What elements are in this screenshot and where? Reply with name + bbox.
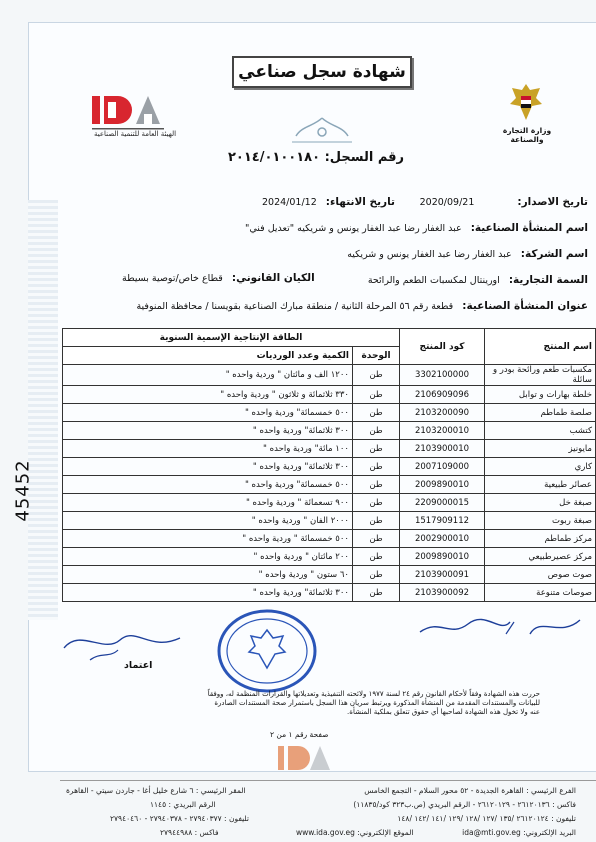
ida-logo <box>86 92 170 132</box>
product-code-cell: 2103200010 <box>400 422 485 440</box>
unit-cell: طن <box>353 530 400 548</box>
unit-cell: طن <box>353 440 400 458</box>
footer-email: البريد الإلكتروني: ida@mti.gov.eg <box>462 828 576 837</box>
product-code-cell: 2007109000 <box>400 458 485 476</box>
products-table <box>62 328 596 602</box>
unit-cell: طن <box>353 404 400 422</box>
facility-name: اسم المنشأة الصناعية: عبد الغفار رضا عبد الغفار يونس و شريكيه "تعديل فني" <box>245 222 588 234</box>
note-line: للبيانات والمستندات المقدمة من المنشأة المذكورة ويرتبط سريان هذا السجل باستمرار صحة المستندات الصادرة <box>214 699 540 707</box>
unit-cell: طن <box>353 365 400 386</box>
quantity-cell: ٦٠ ستون " وردية واحده " <box>63 566 353 584</box>
product-name-cell: صوت صوص <box>485 566 596 584</box>
footer-branch-phone: تليفون : ٢٦١٢٠١٢٤ /١٣٥ /١٢٧ /١٢٨ /١٢٩ /١٤١ /١٤٢ /١٤٨ <box>397 814 576 823</box>
table-row <box>63 512 596 530</box>
eagle-emblem-icon <box>504 80 548 124</box>
certificate-title: شهادة سجل صناعي <box>232 56 412 88</box>
quantity-cell: ٥٠٠ خمسمائة" وردية واحده " <box>63 476 353 494</box>
footer-ida-logo <box>276 744 332 774</box>
approval-label: اعتماد <box>124 660 153 671</box>
registration-number: رقم السجل: ٢٠١٤/٠١٠٠١٨٠ <box>228 150 405 165</box>
quantity-cell: ٢٠٠ مائتان " وردية واحده " <box>63 548 353 566</box>
footer-divider <box>60 780 596 781</box>
unit-cell: طن <box>353 476 400 494</box>
footer-hq-postal: الرقم البريدي : ١١٤٥ <box>150 800 216 809</box>
table-row <box>63 530 596 548</box>
product-name-cell: عصائر طبيعية <box>485 476 596 494</box>
footer-hq-address: المقر الرئيسي : ٦ شارع خليل أغا - جاردن سيتي - القاهرة <box>66 786 246 795</box>
product-code-cell: 3302100000 <box>400 365 485 386</box>
product-code-cell: 2009890010 <box>400 476 485 494</box>
col-product-name: اسم المنتج <box>485 329 596 365</box>
product-code-cell: 2103900092 <box>400 584 485 602</box>
table-row <box>63 365 596 386</box>
product-code-cell: 1517909112 <box>400 512 485 530</box>
product-name-cell: مكسبات طعم ورائحة بودر و سائلة <box>485 365 596 386</box>
table-row <box>63 584 596 602</box>
footer-hq-phone: تليفون : ٢٧٩٤٠٣٧٧ - ٢٧٩٤٠٣٧٨ - ٢٧٩٤٠٤٦٠ <box>110 814 249 823</box>
note-line: حررت هذه الشهادة وفقاً لأحكام القانون رقم ٢٤ لسنة ١٩٧٧ ولائحته التنفيذية وتعديلاتها والقرارات المنظمة له، ووفقاً <box>207 690 540 698</box>
table-row <box>63 386 596 404</box>
quantity-cell: ٥٠٠ خمسمائة" وردية واحده " <box>63 404 353 422</box>
ministry-name: وزارة التجارة والصناعة <box>502 126 552 144</box>
facility-address: عنوان المنشأة الصناعية: قطعة رقم ٥٦ المرحلة الثانية / منطقة مبارك الصناعية بقويسنا / محافظة المنوفية <box>136 300 588 312</box>
product-name-cell: كتشب <box>485 422 596 440</box>
unit-cell: طن <box>353 548 400 566</box>
unit-cell: طن <box>353 584 400 602</box>
capacity-header: الطاقة الإنتاجية الإسمية السنوية <box>63 329 400 347</box>
product-code-cell: 2103200090 <box>400 404 485 422</box>
product-name-cell: صلصة طماطم <box>485 404 596 422</box>
quantity-cell: ٢٠٠٠ الفان " وردية واحده " <box>63 512 353 530</box>
quantity-cell: ٣٠٠ ثلاثمائة" وردية واحده " <box>63 584 353 602</box>
product-name-cell: صبغة خل <box>485 494 596 512</box>
col-quantity: الكمية وعدد الورديات <box>63 347 353 365</box>
page-number: صفحة رقم ١ من ٢ <box>270 730 329 739</box>
serial-number: 45452 <box>12 459 34 522</box>
unit-cell: طن <box>353 422 400 440</box>
signature-left <box>60 624 200 664</box>
trade-name: السمة التجارية: اورينتال لمكسبات الطعم والرائحة <box>367 274 588 286</box>
footer-branch-address: الفرع الرئيسي : القاهرة الجديدة - ٥٢ محور السلام - التجمع الخامس <box>364 786 576 795</box>
product-name-cell: كاري <box>485 458 596 476</box>
table-row <box>63 422 596 440</box>
product-code-cell: 2209000015 <box>400 494 485 512</box>
quantity-cell: ١٢٠٠ الف و مائتان " وردية واحده " <box>63 365 353 386</box>
security-border <box>28 200 58 620</box>
table-row <box>63 494 596 512</box>
product-code-cell: 2106909096 <box>400 386 485 404</box>
note-line: عنه ولا تخول هذه الشهادة لصاحبها أي حقوق تتعلق بملكية المنشأة. <box>347 708 540 716</box>
product-code-cell: 2103900091 <box>400 566 485 584</box>
issue-date: تاريخ الاصدار: 2020/09/21 <box>419 196 588 208</box>
quantity-cell: ٣٠٠ ثلاثمائة" وردية واحده " <box>63 458 353 476</box>
quantity-cell: ٣٠٠ ثلاثمائة" وردية واحده " <box>63 422 353 440</box>
ida-caption: الهيئة العامة للتنمية الصناعية <box>94 130 177 138</box>
table-row <box>63 566 596 584</box>
product-name-cell: مايونيز <box>485 440 596 458</box>
quantity-cell: ٥٠٠ خمسمائة " وردية واحده " <box>63 530 353 548</box>
product-name-cell: مركز طماطم <box>485 530 596 548</box>
legal-entity: الكيان القانوني: قطاع خاص/توصية بسيطة <box>122 272 315 284</box>
signature-right <box>410 612 590 642</box>
product-code-cell: 2002900010 <box>400 530 485 548</box>
table-row <box>63 458 596 476</box>
quantity-cell: ٩٠٠ تسعمائة " وردية واحده " <box>63 494 353 512</box>
product-name-cell: صوصات متنوعة <box>485 584 596 602</box>
expiry-date: تاريخ الانتهاء: 2024/01/12 <box>262 196 395 208</box>
table-row <box>63 476 596 494</box>
footer-website: الموقع الإلكتروني: www.ida.gov.eg <box>296 828 414 837</box>
footer-hq-fax: فاكس : ٢٧٩٤٤٩٨٨ <box>160 828 219 837</box>
product-code-cell: 2009890010 <box>400 548 485 566</box>
ornament-icon <box>292 114 352 144</box>
quantity-cell: ١٠٠ مائة" وردية واحده " <box>63 440 353 458</box>
product-name-cell: خلطة بهارات و توابل <box>485 386 596 404</box>
unit-cell: طن <box>353 566 400 584</box>
official-stamp <box>206 608 328 694</box>
unit-cell: طن <box>353 494 400 512</box>
col-unit: الوحدة <box>353 347 400 365</box>
unit-cell: طن <box>353 512 400 530</box>
table-row <box>63 404 596 422</box>
table-row <box>63 548 596 566</box>
product-code-cell: 2103900010 <box>400 440 485 458</box>
unit-cell: طن <box>353 386 400 404</box>
footer-branch-fax: فاكس : ٢٦١٢٠١٣٦ - ٢٦١٢٠١٢٩ - الرقم البريدي (ص.ب٣٢٣ كود/١١٨٣٥) <box>353 800 576 809</box>
col-product-code: كود المنتج <box>400 329 485 365</box>
table-row <box>63 440 596 458</box>
quantity-cell: ٣٣٠ ثلاثمائة و ثلاثون " وردية واحده " <box>63 386 353 404</box>
company-name: اسم الشركة: عبد الغفار رضا عبد الغفار يونس و شريكيه <box>347 248 588 260</box>
legal-notes <box>80 690 540 717</box>
product-name-cell: صبغة ربوت <box>485 512 596 530</box>
product-name-cell: مركز عصيرطبيعي <box>485 548 596 566</box>
unit-cell: طن <box>353 458 400 476</box>
